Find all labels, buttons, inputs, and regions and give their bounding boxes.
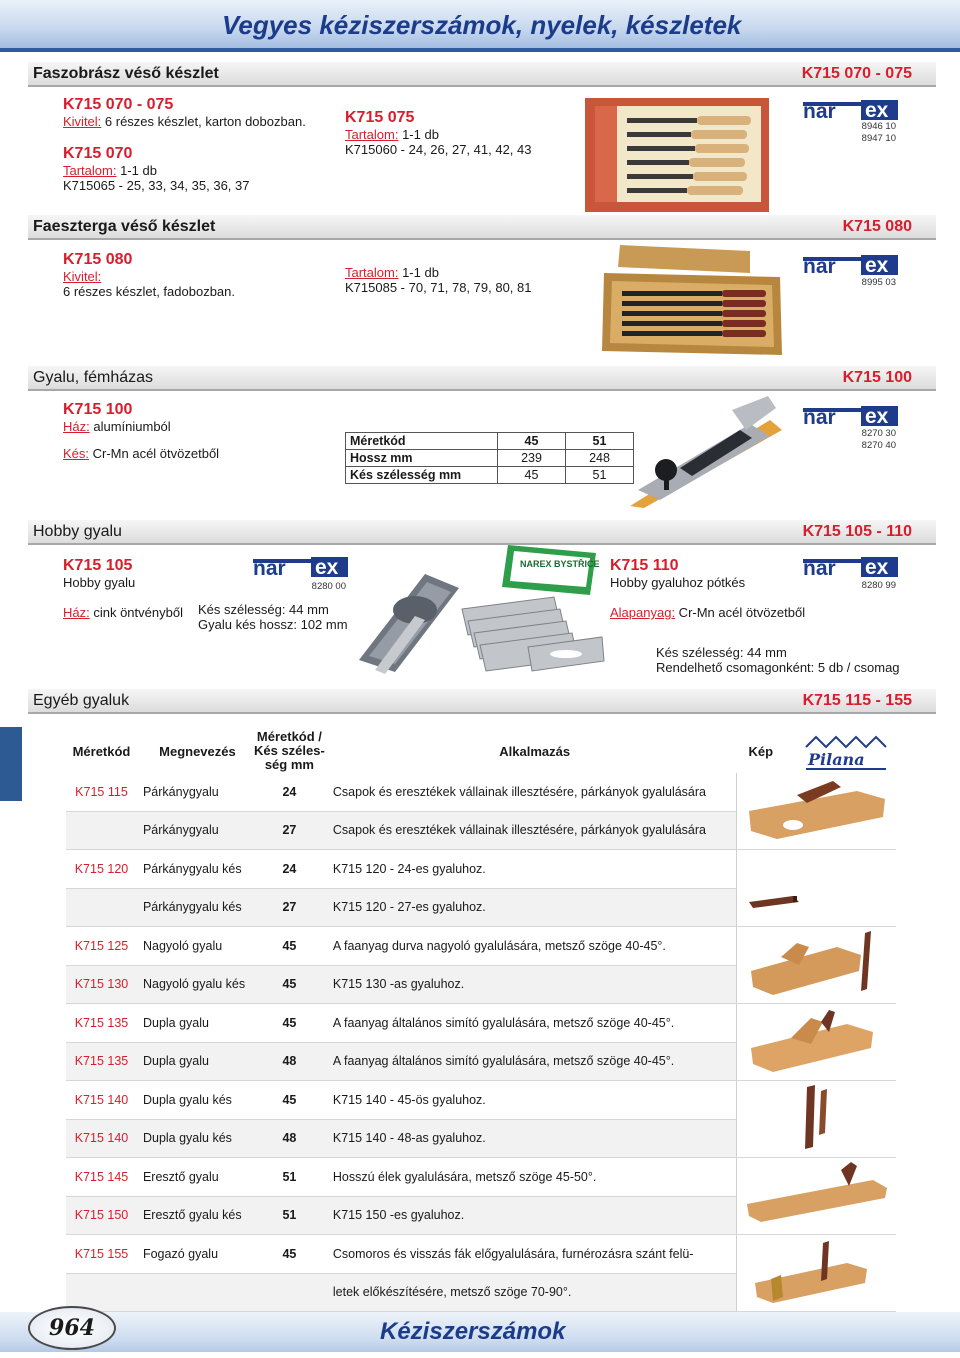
blade-width: Kés szélesség: 44 mm [656, 645, 787, 660]
kes-label: Kés: [63, 446, 90, 461]
row-app: Csapok és eresztékek vállainak illesztésére, párkányok gyalulására [327, 773, 737, 811]
spec-label: Kés szélesség mm [346, 467, 498, 484]
svg-text:ex: ex [865, 99, 889, 120]
header-img [736, 729, 896, 773]
svg-text:ex: ex [865, 254, 889, 275]
logo-code: 8280 99 [861, 580, 896, 591]
chisel-set-box-image [583, 96, 771, 214]
row-code [66, 888, 137, 927]
section-title: Faszobrász véső készlet [33, 65, 219, 82]
row-app: K715 140 - 45-ös gyaluhoz. [327, 1081, 737, 1120]
side-tab [0, 727, 22, 801]
logo-code: 8280 00 [311, 581, 346, 592]
kivitel-text: 6 részes készlet, fadobozban. [63, 284, 235, 299]
logo-codes [840, 121, 896, 145]
narex-logo-icon [803, 402, 898, 426]
narex-logo-icon [803, 553, 898, 577]
row-name: Dupla gyalu kés [137, 1119, 252, 1158]
rabbet-plane-image [736, 773, 896, 850]
header-img-label: Kép [748, 744, 774, 759]
row-size: 27 [252, 888, 327, 927]
spec-value: 51 [566, 433, 634, 450]
jack-plane-image [736, 927, 896, 1004]
jointer-plane-image [736, 1158, 896, 1235]
row-name: Nagyoló gyalu [137, 927, 252, 966]
row-code: K715 135 [66, 1004, 137, 1043]
s1-block-1 [63, 96, 323, 193]
row-size: 24 [252, 850, 327, 889]
double-blade-image [736, 1081, 896, 1158]
blade-length: Gyalu kés hossz: 102 mm [198, 617, 348, 632]
row-name: Párkánygyalu [137, 811, 252, 849]
section-title: Faeszterga véső készlet [33, 218, 216, 235]
header-stripe [0, 48, 960, 52]
s3-block-1 [63, 401, 313, 461]
narex-logo-icon [803, 96, 898, 120]
row-name: Dupla gyalu [137, 1004, 252, 1043]
section-code: K715 105 - 110 [802, 523, 912, 540]
row-size: 51 [252, 1196, 327, 1235]
row-app: A faanyag általános simító gyalulására, metsző szöge 40-45°. [327, 1042, 737, 1081]
row-code: K715 140 [66, 1119, 137, 1158]
haz-text: alumíniumból [89, 419, 171, 434]
row-name: Eresztő gyalu [137, 1158, 252, 1197]
table-header-row [66, 729, 896, 773]
row-name: Párkánygyalu kés [137, 850, 252, 889]
page-number: 964 [28, 1306, 116, 1350]
section-bar-faeszterga [28, 215, 936, 240]
row-size: 51 [252, 1158, 327, 1197]
svg-text:nar: nar [803, 557, 836, 577]
logo-code: 8946 10 [861, 121, 896, 132]
narex-logo-icon [803, 251, 898, 275]
table-row [66, 1235, 896, 1274]
content-list: K715085 - 70, 71, 78, 79, 80, 81 [345, 280, 532, 295]
row-code: K715 135 [66, 1042, 137, 1081]
package-info: Rendelhető csomagonként: 5 db / csomag [656, 660, 900, 675]
section-title: Gyalu, fémházas [33, 369, 154, 386]
content-list: K715060 - 24, 26, 27, 41, 42, 43 [345, 142, 532, 157]
spec-label: Hossz mm [346, 450, 498, 467]
svg-text:nar: nar [253, 557, 286, 577]
svg-text:nar: nar [803, 406, 836, 426]
section-code: K715 080 [842, 218, 912, 235]
logo-code: 8947 10 [861, 133, 896, 144]
product-subtitle: Hobby gyalu [63, 575, 136, 590]
tartalom-text: 1-1 db [398, 127, 439, 142]
s1-block-2 [345, 109, 575, 157]
footer-title: Kéziszerszámok [380, 1318, 566, 1345]
header-size-line: Méretkód / [256, 729, 322, 744]
section-bar-faszobrasz [28, 62, 936, 87]
alapanyag-text: Cr-Mn acél ötvözetből [675, 605, 806, 620]
pilana-logo-text: Pilana [808, 750, 866, 769]
narex-logo-icon [253, 553, 348, 577]
tartalom-text: 1-1 db [116, 163, 157, 178]
row-size: 45 [252, 1235, 327, 1274]
metal-plane-image [620, 390, 785, 510]
hobby-plane-image [355, 560, 465, 675]
s4-block-a [63, 557, 213, 620]
spec-value: 51 [566, 467, 634, 484]
section-bar-hobby-gyalu [28, 520, 936, 545]
row-app: K715 130 -as gyaluhoz. [327, 965, 737, 1004]
row-app: Hosszú élek gyalulására, metsző szöge 45-50°. [327, 1158, 737, 1197]
table-row [66, 1004, 896, 1043]
replacement-blades-image [458, 543, 606, 681]
table-row [66, 773, 896, 811]
spec-table [345, 432, 634, 484]
row-code: K715 120 [66, 850, 137, 889]
row-code: K715 125 [66, 927, 137, 966]
product-code: K715 075 [345, 109, 415, 126]
table-row [66, 850, 896, 889]
header-size-line: Kés széles- [253, 743, 325, 758]
row-app: K715 140 - 48-as gyaluhoz. [327, 1119, 737, 1158]
row-name: Eresztő gyalu kés [137, 1196, 252, 1235]
narex-logo [803, 96, 898, 120]
planes-table [66, 729, 896, 1312]
haz-label: Ház: [63, 419, 90, 434]
spec-row [346, 433, 634, 450]
logo-codes [840, 428, 896, 452]
header-code: Méretkód [72, 743, 131, 759]
logo-codes [840, 277, 896, 289]
row-app: K715 120 - 27-es gyaluhoz. [327, 888, 737, 927]
spec-row [346, 450, 634, 467]
spec-value: 45 [498, 433, 566, 450]
tartalom-text: 1-1 db [398, 265, 439, 280]
table-row [66, 1158, 896, 1197]
tartalom-label: Tartalom: [63, 163, 117, 178]
product-code: K715 110 [610, 557, 679, 574]
row-code: K715 145 [66, 1158, 137, 1197]
blade-width: Kés szélesség: 44 mm [198, 602, 329, 617]
product-code: K715 105 [63, 557, 133, 574]
row-code: K715 140 [66, 1081, 137, 1120]
row-app: Csomoros és visszás fák előgyalulására, furnérozásra szánt felü- [327, 1235, 737, 1274]
row-code: K715 155 [66, 1235, 137, 1274]
s4-block-b [610, 557, 810, 620]
row-name: Dupla gyalu kés [137, 1081, 252, 1120]
haz-label: Ház: [63, 605, 90, 620]
row-app: K715 150 -es gyaluhoz. [327, 1196, 737, 1235]
svg-text:nar: nar [803, 100, 836, 120]
row-size: 48 [252, 1042, 327, 1081]
row-name: Dupla gyalu [137, 1042, 252, 1081]
logo-code: 8270 40 [861, 440, 896, 451]
pilana-logo-icon [802, 733, 892, 771]
kivitel-label: Kivitel: [63, 269, 102, 284]
row-size: 45 [252, 927, 327, 966]
product-code: K715 070 - 075 [63, 96, 174, 113]
spec-row [346, 467, 634, 484]
product-subtitle: Hobby gyaluhoz pótkés [610, 575, 746, 590]
kivitel-text: 6 részes készlet, karton dobozban. [101, 114, 306, 129]
s4-b-specs [656, 645, 916, 675]
row-code [66, 811, 137, 849]
row-code: K715 115 [66, 773, 137, 811]
s2-block-1 [63, 251, 313, 299]
tartalom-label: Tartalom: [345, 265, 399, 280]
row-name: Fogazó gyalu [137, 1235, 252, 1274]
section-bar-egyeb-gyaluk [28, 689, 936, 714]
row-app: A faanyag általános simító gyalulására, metsző szöge 40-45°. [327, 1004, 737, 1043]
tartalom-label: Tartalom: [345, 127, 399, 142]
blade-box-text: NAREX BYSTŘICE [520, 559, 600, 569]
section-code: K715 070 - 075 [801, 65, 912, 82]
row-name: Párkánygyalu kés [137, 888, 252, 927]
row-app: Csapok és eresztékek vállainak illesztésére, párkányok gyalulására [327, 811, 737, 849]
s4-a-specs [198, 602, 358, 632]
spec-value: 239 [498, 450, 566, 467]
s2-block-2 [345, 265, 575, 295]
product-code: K715 070 [63, 145, 133, 162]
double-plane-image [736, 1004, 896, 1081]
section-code: K715 115 - 155 [802, 692, 912, 709]
logo-code: 8995 03 [861, 277, 896, 288]
narex-logo [803, 251, 898, 275]
rabbet-blade-image [736, 850, 896, 927]
content-list: K715065 - 25, 33, 34, 35, 36, 37 [63, 178, 250, 193]
row-size: 45 [252, 1004, 327, 1043]
svg-text:ex: ex [315, 556, 339, 577]
section-title: Egyéb gyaluk [33, 692, 130, 709]
logo-code: 8270 30 [861, 428, 896, 439]
header-name: Megnevezés [159, 743, 236, 759]
page-footer [0, 1300, 960, 1358]
section-code: K715 100 [842, 369, 912, 386]
svg-text:ex: ex [865, 405, 889, 426]
header-size [252, 729, 327, 773]
row-code: K715 130 [66, 965, 137, 1004]
row-size: 48 [252, 1119, 327, 1158]
row-name: Párkánygyalu [137, 773, 252, 811]
section-bar-gyalu-femhazas [28, 366, 936, 391]
spec-label: Méretkód [346, 433, 498, 450]
page-title: Vegyes kéziszerszámok, nyelek, készletek [222, 10, 742, 40]
table-row [66, 1081, 896, 1120]
header-size-line: ség mm [264, 757, 314, 772]
page-header [0, 0, 960, 52]
svg-text:ex: ex [865, 556, 889, 577]
header-app: Alkalmazás [499, 743, 571, 759]
narex-logo [803, 553, 898, 577]
row-size: 45 [252, 1081, 327, 1120]
svg-text:nar: nar [803, 255, 836, 275]
section-title: Hobby gyalu [33, 523, 122, 540]
row-size: 24 [252, 773, 327, 811]
row-size: 45 [252, 965, 327, 1004]
product-code: K715 100 [63, 401, 133, 418]
haz-text: cink öntvényből [89, 605, 183, 620]
kivitel-label: Kivitel: [63, 114, 102, 129]
product-code: K715 080 [63, 251, 133, 268]
kes-text: Cr-Mn acél ötvözetből [89, 446, 220, 461]
narex-logo [803, 402, 898, 426]
row-code: K715 150 [66, 1196, 137, 1235]
spec-value: 45 [498, 467, 566, 484]
row-app: K715 120 - 24-es gyaluhoz. [327, 850, 737, 889]
wooden-chisel-box-image [600, 243, 785, 358]
row-name: Nagyoló gyalu kés [137, 965, 252, 1004]
row-app: A faanyag durva nagyoló gyalulására, metsző szöge 40-45°. [327, 927, 737, 966]
table-row [66, 927, 896, 966]
spec-value: 248 [566, 450, 634, 467]
row-size: 27 [252, 811, 327, 849]
alapanyag-label: Alapanyag: [610, 605, 676, 620]
row-app: letek előkészítésére, metsző szöge 70-90°. [327, 1273, 737, 1312]
narex-logo [253, 553, 348, 577]
